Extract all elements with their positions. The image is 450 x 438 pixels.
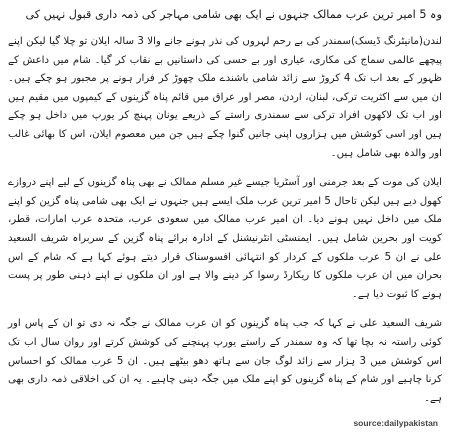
article-paragraph: شریف السعید علی نے کہا کہ جب پناہ گزینوں کو ان عرب ممالک نے جگہ نہ دی تو ان کے پاس اور کوئی راستہ نہ بچا تھا کہ وہ سمندر کے راستے یورپ پہنچنے کی کوشش کرتے اور روان سال اب تک اس کوشش میں 3 ہزار سے زائد لوگ جان سے ہاتھ دھو بیٹھے ہیں۔ ان 5 عرب ممالک کو احساس کرنا چاہیے اور شام کے پناہ گزینوں کو اپنے ملک میں جگہ دینی چاہیے۔ یہ ان کی اخلاقی ذمہ داری بھی ہے۔ [8, 318, 442, 404]
article-headline: وہ 5 امیر ترین عرب ممالک جنہوں نے ایک بھی شامی مہاجر کی ذمہ داری قبول نہیں کی [25, 8, 442, 21]
article-paragraph: ایلان کی موت کے بعد جرمنی اور آسٹریا جیسے غیر مسلم ممالک نے بھی پناہ گزینوں کے لیے اپنے دروازے کھول دیے ہیں لیکن تاحال 5 امیر ترین عرب ملک ایسے ہیں جنہوں نے ایک بھی شامی پناہ گزین کو اپنے ملک میں داخل نہیں ہونے دیا۔ ان امیر عرب ممالک میں سعودی عرب، متحدہ عرب امارات، قطر، کویت اور بحرین شامل ہیں۔ ایمنسٹی انٹرنیشنل کے ادارہ برائے پناہ گزین کے سربراہ شریف السعید علی نے ان 5 عرب ملکوں کے کردار کو انتہائی افسوسناک قرار دیتے ہوئے کہا ہے کہ شام کے اس بحران میں ان عرب ملکوں کا ریکارڈ رسوا کر دینے والا ہے اور ان ملکوں نے اپنے ذہنی طور پر پست ہونے کا ثبوت دیا ہے۔ [8, 177, 442, 300]
source-credit: source:dailypakistan [353, 418, 438, 428]
article-paragraph: لندن(مانیٹرنگ ڈیسک)سمندر کی بے رحم لہروں کی نذر ہونے جانے والا 3 سالہ ایلان تو چلا گیا لیکن اپنے پیچھے عالمی سماج کی مکاری، عیاری اور بے حسی کی داستانیں بے نقاب کر گیا۔ شام میں داعش کے ظہور کے بعد اب تک 4 کروڑ سے زائد شامی باشندے ملک چھوڑ کر فرار ہونے پر مجبور ہو چکے ہیں۔ ان میں سے اکثریت ترکی، لبنان، اردن، مصر اور عراق میں قائم پناہ گزینوں کے کیمپوں میں مقیم ہیں اور اب تک لاکھوں افراد ترکی سے سمندری راستے کے ذریعے یونان پہنچ کر یورپ میں داخل ہو چکے ہیں اور اسی کوشش میں ہزاروں اپنی جانیں گنوا چکے ہیں جن میں معصوم ایلان، اس کا بھائی غالب اور والدہ بھی شامل ہیں۔ [8, 36, 442, 159]
